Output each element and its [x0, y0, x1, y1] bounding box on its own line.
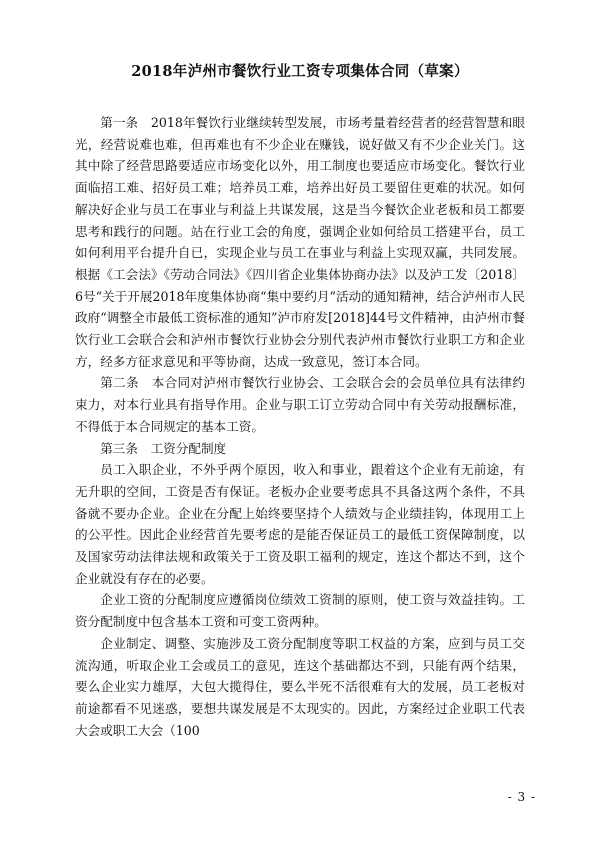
page-number: - 3 - [507, 790, 536, 804]
document-title: 2018年泸州市餐饮行业工资专项集体合同（草案） [131, 63, 469, 80]
paragraph-article-1: 第一条 2018年餐饮行业继续转型发展，市场考量着经营者的经营智慧和眼光，经营说难也难，但再难也有不少企业在赚钱，说好做又有不少企业关门。这其中除了经营思路要适应市场变化以外，用工制度也要适应市场变化。餐饮行业面临招工难、招好员工难；培养员工难，培养出好员工要留住更难的状况。如何解决好企业与员工在事业与利益上共谋发展，这是当今餐饮企业老板和员工都要思考和践行的问题。站在行业工会的角度，强调企业如何给员工搭建平台，员工如何利用平台提升自已，实现企业与员工在事业与利益上实现双赢，共同发展。根据《工会法》《劳动合同法》《四川省企业集体协商办法》以及泸工发〔2018〕6号“关于开展2018年度集体协商“集中要约月”活动的通知精神，结合泸州市人民政府“调整全市最低工资标准的通知”泸市府发[2018]44号文件精神，由泸州市餐饮行业工会联合会和泸州市餐饮行业协会分别代表泸州市餐饮行业职工方和企业方，经多方征求意见和平等协商，达成一致意见，签订本合同。 [75, 115, 525, 369]
paragraph-article-2: 第二条 本合同对泸州市餐饮行业协会、工会联合会的会员单位具有法律约束力，对本行业具有指导作用。企业与职工订立劳动合同中有关劳动报酬标准，不得低于本合同规定的基本工资。 [75, 375, 525, 434]
paragraph-article-3-body-2: 企业工资的分配制度应遵循岗位绩效工资制的原则，使工资与效益挂钩。工资分配制度中包含基本工资和可变工资两种。 [75, 592, 525, 630]
paragraph-article-3-heading: 第三条 工资分配制度 [100, 440, 227, 456]
document-body [75, 112, 525, 741]
paragraph-article-3-body-1: 员工入职企业，不外乎两个原因，收入和事业，跟着这个企业有无前途，有无升职的空间，工资是否有保证。老板办企业要考虑具不具备这两个条件，不具备就不要办企业。企业在分配上始终要坚持个人绩效与企业绩挂钩，体现用工上的公平性。因此企业经营首先要考虑的是能否保证员工的最低工资保障制度，以及国家劳动法律法规和政策关于工资及职工福利的规定，连这个都达不到，这个企业就没有存在的必要。 [75, 462, 525, 586]
paragraph-article-3-body-3: 企业制定、调整、实施涉及工资分配制度等职工权益的方案，应到与员工交流沟通，听取企业工会或员工的意见，连这个基础都达不到，只能有两个结果，要么企业实力雄厚，大包大揽得住，要么半死不活很难有大的发展，员工老板对前途都看不见迷惑，要想共谋发展是不太现实的。因此，方案经过企业职工代表大会或职工大会（100 [75, 635, 525, 738]
